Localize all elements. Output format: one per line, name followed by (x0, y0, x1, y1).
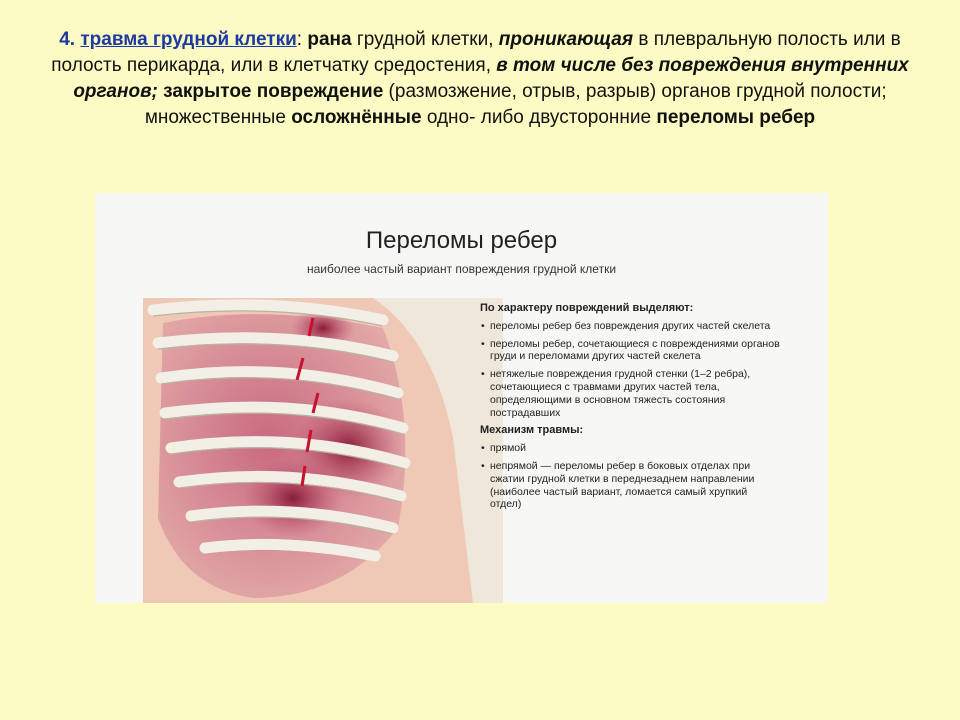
figure-title: Переломы ребер (365, 227, 558, 254)
figure-subtitle: наиболее частый вариант повреждения грудной клетки (306, 262, 617, 276)
text-1: грудной клетки, (351, 29, 499, 50)
bold-rib-fractures: переломы ребер (656, 107, 816, 128)
text-3: (размозжение, отрыв, разрыв) органов грудной полости; множественные (144, 81, 887, 128)
section2-title: Механизм травмы: (480, 424, 584, 437)
text-4: одно- либо двусторонние (421, 107, 657, 128)
bruise-lower (243, 458, 343, 538)
item-number: 4. (59, 29, 76, 50)
bolditalic-including: в том числе без повреждения внутренних органов; (73, 55, 909, 102)
ribcage-illustration (143, 298, 503, 603)
section1-title: По характеру повреждений выделяют: (480, 302, 694, 314)
list-item: • переломы ребер без повреждения других частей скелета (490, 320, 780, 333)
section2-list (480, 442, 780, 511)
list-item: • переломы ребер, сочетающиеся с повреждениями органов груди и переломами других частей скелета (490, 338, 780, 364)
info-panel (480, 302, 780, 516)
list-item: • нетяжелые повреждения грудной стенки (1–2 ребра), сочетающиеся с травмами других частей тела, определяющими в основном тяжесть состояния пострадавших (490, 368, 780, 419)
bold-closed-injury: закрытое повреждение (163, 81, 384, 102)
bolditalic-penetrating: проникающая (498, 29, 634, 50)
section1-list (480, 320, 780, 420)
heading-link[interactable]: травма грудной клетки (80, 29, 297, 50)
heading-colon: : (296, 29, 303, 50)
list-item: • непрямой — переломы ребер в боковых отделах при сжатии грудной клетки в переднезаднем направлении (наиболее частый вариант, ломается самый хрупкий отдел) (490, 460, 780, 511)
rib-fracture-figure (95, 193, 828, 603)
bold-complicated: осложнённые (291, 107, 422, 128)
text-2: в плевральную полость или в полость перикарда, или в клетчатку средостения, (51, 29, 901, 76)
slide-heading (40, 27, 920, 131)
list-item: • прямой (490, 442, 780, 455)
bold-wound: рана (307, 29, 352, 50)
